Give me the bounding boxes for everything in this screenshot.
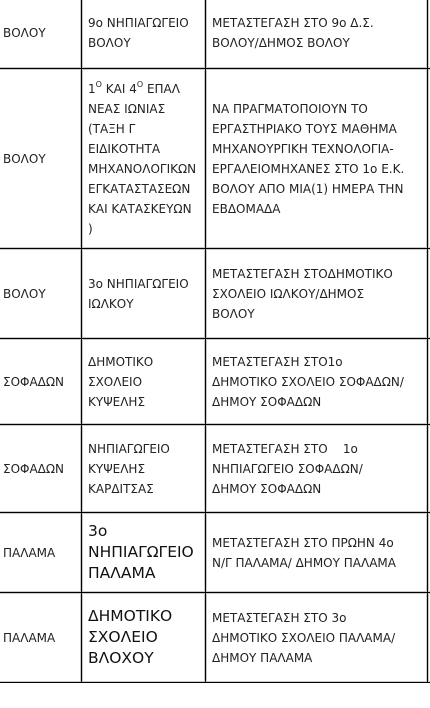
action-line: ΒΟΛΟΥ xyxy=(212,306,255,321)
school-line: 3ο ΝΗΠΙΑΓΩΓΕΙΟ xyxy=(88,276,189,291)
table-row xyxy=(0,69,430,249)
action-cell xyxy=(206,425,428,513)
school-cell xyxy=(82,0,206,69)
school-line: ΕΓΚΑΤΑΣΤΑΣΕΩΝ xyxy=(88,181,191,196)
school-line: (ΤΑΞΗ Γ xyxy=(88,121,136,136)
school-cell xyxy=(82,249,206,339)
action-line: ΔΗΜΟΤΙΚΟ ΣΧΟΛΕΙΟ ΠΑΛΑΜΑ/ xyxy=(212,630,396,645)
school-type-text: ΕΠΑΛ xyxy=(143,81,180,96)
action-line: ΕΡΓΑΣΤΗΡΙΑΚΟ ΤΟΥΣ ΜΑΘΗΜΑ xyxy=(212,121,397,136)
action-line: ΝΑ ΠΡΑΓΜΑΤΟΠΟΙΟΥΝ ΤΟ xyxy=(212,101,368,116)
area-text: ΒΟΛΟΥ xyxy=(3,151,46,166)
action-line: ΜΕΤΑΣΤΕΓΑΣΗ ΣΤΟ 3ο xyxy=(212,610,347,625)
area-text: ΣΟΦΑΔΩΝ xyxy=(3,461,65,476)
table-row xyxy=(0,249,430,339)
table-row xyxy=(0,513,430,593)
school-line: ΠΑΛΑΜΑ xyxy=(88,564,156,582)
ordinal-number: 1 xyxy=(88,81,96,96)
action-line: Ν/Γ ΠΑΛΑΜΑ/ ΔΗΜΟΥ ΠΑΛΑΜΑ xyxy=(212,555,396,570)
action-line: ΔΗΜΟΥ ΠΑΛΑΜΑ xyxy=(212,650,313,665)
school-cell xyxy=(82,593,206,683)
action-line: ΜΕΤΑΣΤΕΓΑΣΗ ΣΤΟΔΗΜΟΤΙΚΟ xyxy=(212,266,393,281)
table-row xyxy=(0,593,430,683)
school-line: ΙΩΛΚΟΥ xyxy=(88,296,134,311)
action-line: ΜΕΤΑΣΤΕΓΑΣΗ ΣΤΟ 9ο Δ.Σ. xyxy=(212,15,374,30)
ordinal-superscript: Ο xyxy=(95,79,102,89)
area-text: ΒΟΛΟΥ xyxy=(3,25,46,40)
action-cell xyxy=(206,69,428,249)
action-line: ΣΧΟΛΕΙΟ ΙΩΛΚΟΥ/ΔΗΜΟΣ xyxy=(212,286,365,301)
action-line: ΕΒΔΟΜΑΔΑ xyxy=(212,201,281,216)
action-cell xyxy=(206,513,428,593)
conjunction-text: ΚΑΙ xyxy=(101,81,130,96)
ordinal-superscript: Ο xyxy=(136,79,144,89)
area-text: ΠΑΛΑΜΑ xyxy=(3,630,56,645)
school-line: ΚΑΙ ΚΑΤΑΣΚΕΥΩΝ ) xyxy=(88,201,192,236)
ordinal-number: 4 xyxy=(129,81,137,96)
action-cell xyxy=(206,249,428,339)
area-cell xyxy=(0,249,82,339)
school-line: ΚΥΨΕΛΗΣ xyxy=(88,461,146,476)
school-line: ΝΗΠΙΑΓΩΓΕΙΟ xyxy=(88,543,194,561)
area-cell xyxy=(0,593,82,683)
action-line: ΔΗΜΟΤΙΚΟ ΣΧΟΛΕΙΟ ΣΟΦΑΔΩΝ/ xyxy=(212,374,404,389)
school-line xyxy=(88,79,199,99)
school-line: ΣΧΟΛΕΙΟ xyxy=(88,374,143,389)
action-line: ΕΡΓΑΛΕΙΟΜΗΧΑΝΕΣ ΣΤΟ 1ο Ε.Κ. xyxy=(212,161,405,176)
table-row xyxy=(0,425,430,513)
school-line: 9ο ΝΗΠΙΑΓΩΓΕΙΟ xyxy=(88,15,189,30)
action-line: ΜΕΤΑΣΤΕΓΑΣΗ ΣΤΟ 1ο xyxy=(212,441,358,456)
action-line: ΔΗΜΟΥ ΣΟΦΑΔΩΝ xyxy=(212,481,322,496)
action-cell xyxy=(206,339,428,425)
action-line: ΔΗΜΟΥ ΣΟΦΑΔΩΝ xyxy=(212,394,322,409)
area-text: ΣΟΦΑΔΩΝ xyxy=(3,374,65,389)
action-line: ΝΗΠΙΑΓΩΓΕΙΟ ΣΟΦΑΔΩΝ/ xyxy=(212,461,363,476)
action-line: ΜΗΧΑΝΟΥΡΓΙΚΗ ΤΕΧΝΟΛΟΓΙΑ- xyxy=(212,141,394,156)
school-line: ΔΗΜΟΤΙΚΟ xyxy=(88,354,154,369)
school-line: ΝΕΑΣ ΙΩΝΙΑΣ xyxy=(88,101,166,116)
school-line: ΚΑΡΔΙΤΣΑΣ xyxy=(88,481,154,496)
school-cell xyxy=(82,513,206,593)
area-cell xyxy=(0,425,82,513)
school-line: ΚΥΨΕΛΗΣ xyxy=(88,394,146,409)
action-cell xyxy=(206,593,428,683)
area-cell xyxy=(0,69,82,249)
school-line: ΣΧΟΛΕΙΟ xyxy=(88,628,158,646)
school-line: ΔΗΜΟΤΙΚΟ xyxy=(88,607,173,625)
school-line: ΕΙΔΙΚΟΤΗΤΑ xyxy=(88,141,161,156)
area-cell xyxy=(0,0,82,69)
area-cell xyxy=(0,513,82,593)
area-text: ΒΟΛΟΥ xyxy=(3,286,46,301)
action-line: ΒΟΛΟΥ/ΔΗΜΟΣ ΒΟΛΟΥ xyxy=(212,35,350,50)
action-line: ΒΟΛΟΥ ΑΠΟ ΜΙΑ(1) ΗΜΕΡΑ ΤΗΝ xyxy=(212,181,404,196)
area-text: ΠΑΛΑΜΑ xyxy=(3,545,56,560)
school-line: ΒΛΟΧΟΥ xyxy=(88,649,154,667)
table-row xyxy=(0,339,430,425)
school-cell xyxy=(82,69,206,249)
action-cell xyxy=(206,0,428,69)
school-cell xyxy=(82,425,206,513)
school-line: ΝΗΠΙΑΓΩΓΕΙΟ xyxy=(88,441,170,456)
school-line: 3ο xyxy=(88,522,108,540)
table-row xyxy=(0,0,430,69)
school-cell xyxy=(82,339,206,425)
school-line: ΜΗΧΑΝΟΛΟΓΙΚΩΝ xyxy=(88,161,197,176)
area-cell xyxy=(0,339,82,425)
action-line: ΜΕΤΑΣΤΕΓΑΣΗ ΣΤΟ ΠΡΩΗΝ 4ο xyxy=(212,535,394,550)
action-line: ΜΕΤΑΣΤΕΓΑΣΗ ΣΤΟ1ο xyxy=(212,354,343,369)
school-line: ΒΟΛΟΥ xyxy=(88,35,131,50)
